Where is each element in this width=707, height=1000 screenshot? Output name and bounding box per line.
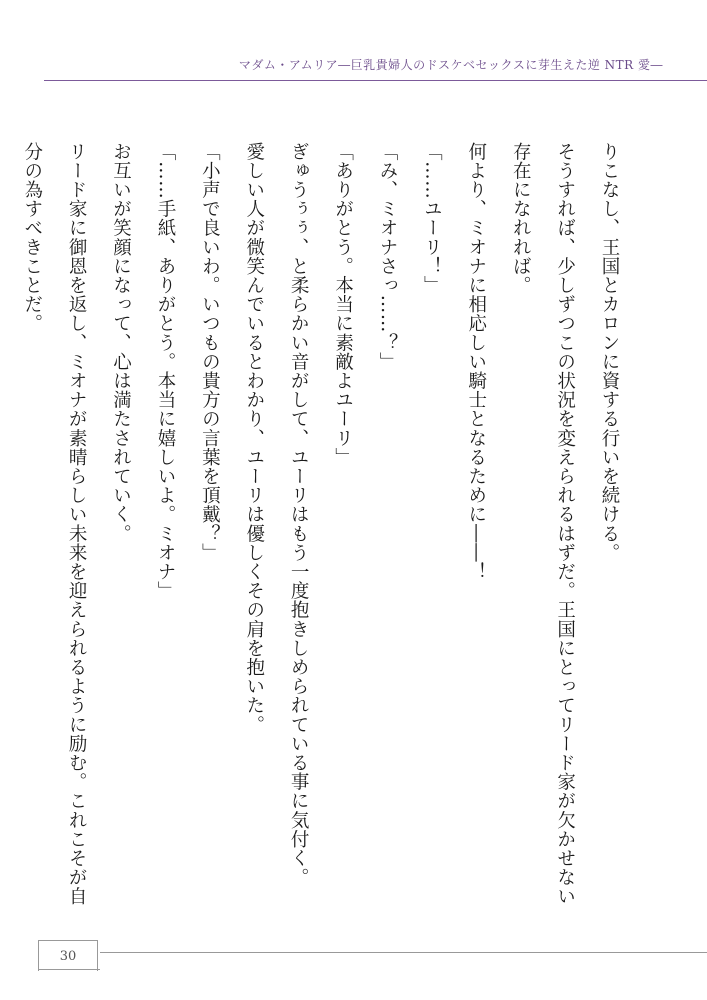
- footer-rule: [100, 952, 707, 953]
- page-number: 30: [59, 948, 77, 964]
- text-line: 「……手紙、ありがとう。本当に嬉しいよ。ミオナ」: [154, 142, 176, 601]
- text-line: ぎゅうぅぅ、と柔らかい音がして、ユーリはもう一度抱きしめられている事に気付く。: [288, 142, 310, 887]
- text-line: 何より、ミオナに相応しい騎士となるために――！: [465, 142, 487, 582]
- text-line: 愛しい人が微笑んでいるとわかり、ユーリは優しくその肩を抱いた。: [243, 142, 265, 735]
- folio-underline: [38, 969, 100, 970]
- text-line: そうすれば、少しずつこの状況を変えられるはずだ。王国にとってリード家が欠かせない: [554, 142, 576, 906]
- text-line: お互いが笑顔になって、心は満たされていく。: [110, 142, 132, 544]
- text-line: りこなし、王国とカロンに資する行いを続ける。: [599, 142, 620, 563]
- text-line: 分の為すべきことだ。: [21, 142, 43, 333]
- text-line: 存在になれれば。: [510, 142, 532, 295]
- text-line: 「ありがとう。本当に素敵よユーリ」: [332, 142, 354, 467]
- text-line: 「小声で良いわ。いつもの貴方の言葉を頂戴？」: [199, 142, 221, 563]
- text-line: リード家に御恩を返し、ミオナが素晴らしい未来を迎えられるように励む。これこそが自: [66, 142, 88, 906]
- running-title: マダム・アムリア―巨乳貴婦人のドスケベセックスに芽生えた逆 NTR 愛―: [238, 58, 663, 72]
- header-rule: [44, 80, 707, 81]
- text-line: 「……ユーリ！」: [421, 142, 443, 295]
- text-line: 「み、ミオナさっ……？」: [376, 142, 398, 372]
- page-number-box: [38, 940, 98, 971]
- body-text: [21, 142, 631, 922]
- text-line: [0, 142, 9, 922]
